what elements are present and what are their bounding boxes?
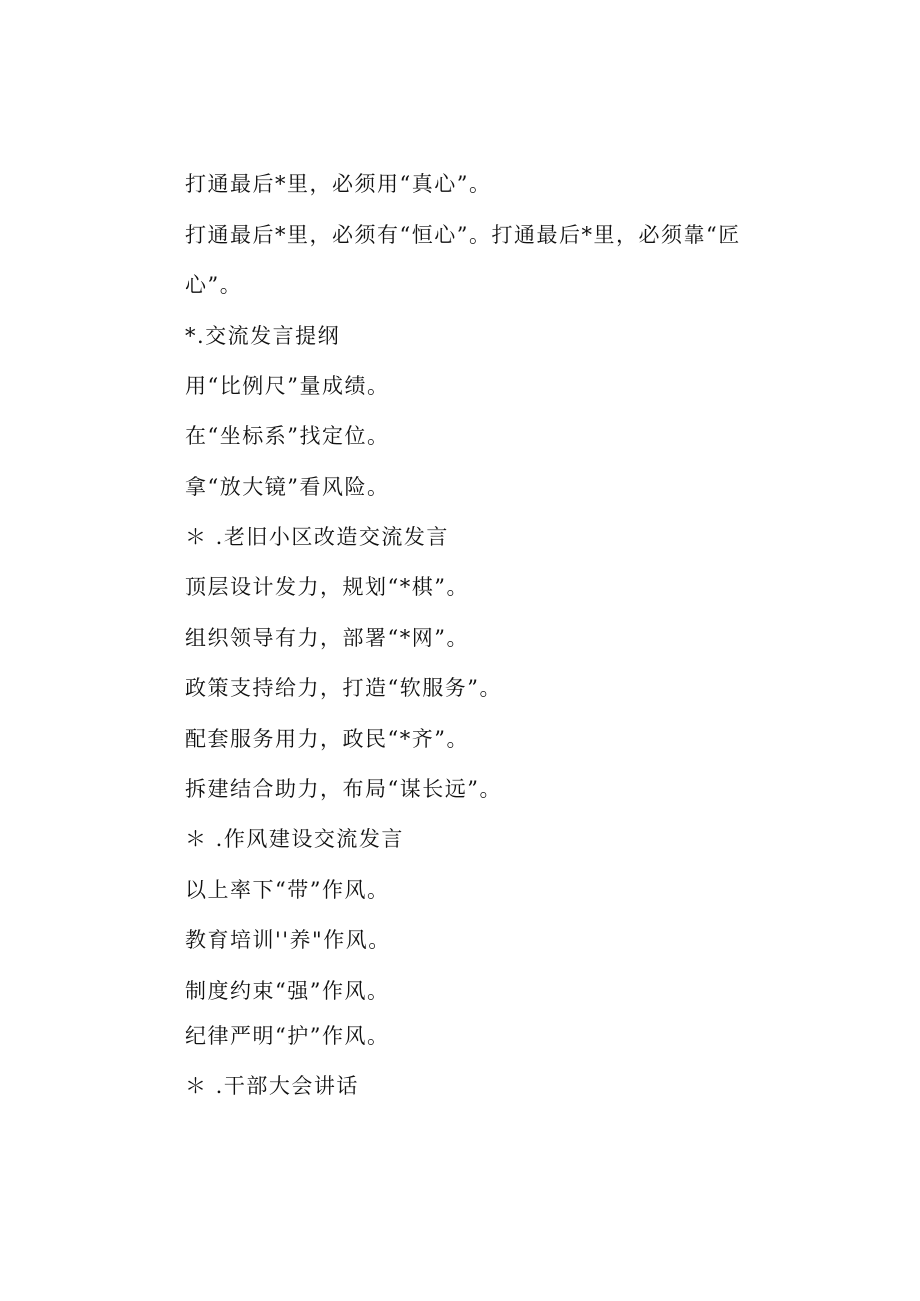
paragraph-line: 组织领导有力，部署“*网”。: [185, 626, 469, 650]
paragraph-line: 打通最后*里，必须有“恒心”。打通最后*里，必须靠“匠: [185, 223, 741, 247]
paragraph-line: 纪律严明“护”作风。: [185, 1024, 390, 1048]
section-heading: ＊ .干部大会讲话: [185, 1074, 359, 1098]
paragraph-line: 政策支持给力，打造“软服务”。: [185, 676, 502, 700]
paragraph-line: 顶层设计发力，规划“*棋”。: [185, 575, 469, 599]
paragraph-line: 以上率下“带”作风。: [185, 878, 390, 902]
paragraph-line: 拆建结合助力，布局“谋长远”。: [185, 777, 502, 801]
section-heading: ＊ .作风建设交流发言: [185, 827, 404, 851]
paragraph-line: 在“坐标系”找定位。: [185, 424, 390, 448]
paragraph-line: 配套服务用力，政民“*齐”。: [185, 727, 469, 751]
paragraph-line: 用“比例尺”量成绩。: [185, 374, 390, 398]
section-heading: *.交流发言提纲: [185, 324, 341, 348]
paragraph-line: 制度约束“强”作风。: [185, 979, 390, 1003]
paragraph-line: 心”。: [185, 273, 243, 297]
paragraph-line: 打通最后*里，必须用“真心”。: [185, 172, 492, 196]
paragraph-line: 拿“放大镜”看风险。: [185, 475, 390, 499]
paragraph-line: 教育培训''养"作风。: [185, 928, 391, 952]
section-heading: ＊ .老旧小区改造交流发言: [185, 525, 449, 549]
